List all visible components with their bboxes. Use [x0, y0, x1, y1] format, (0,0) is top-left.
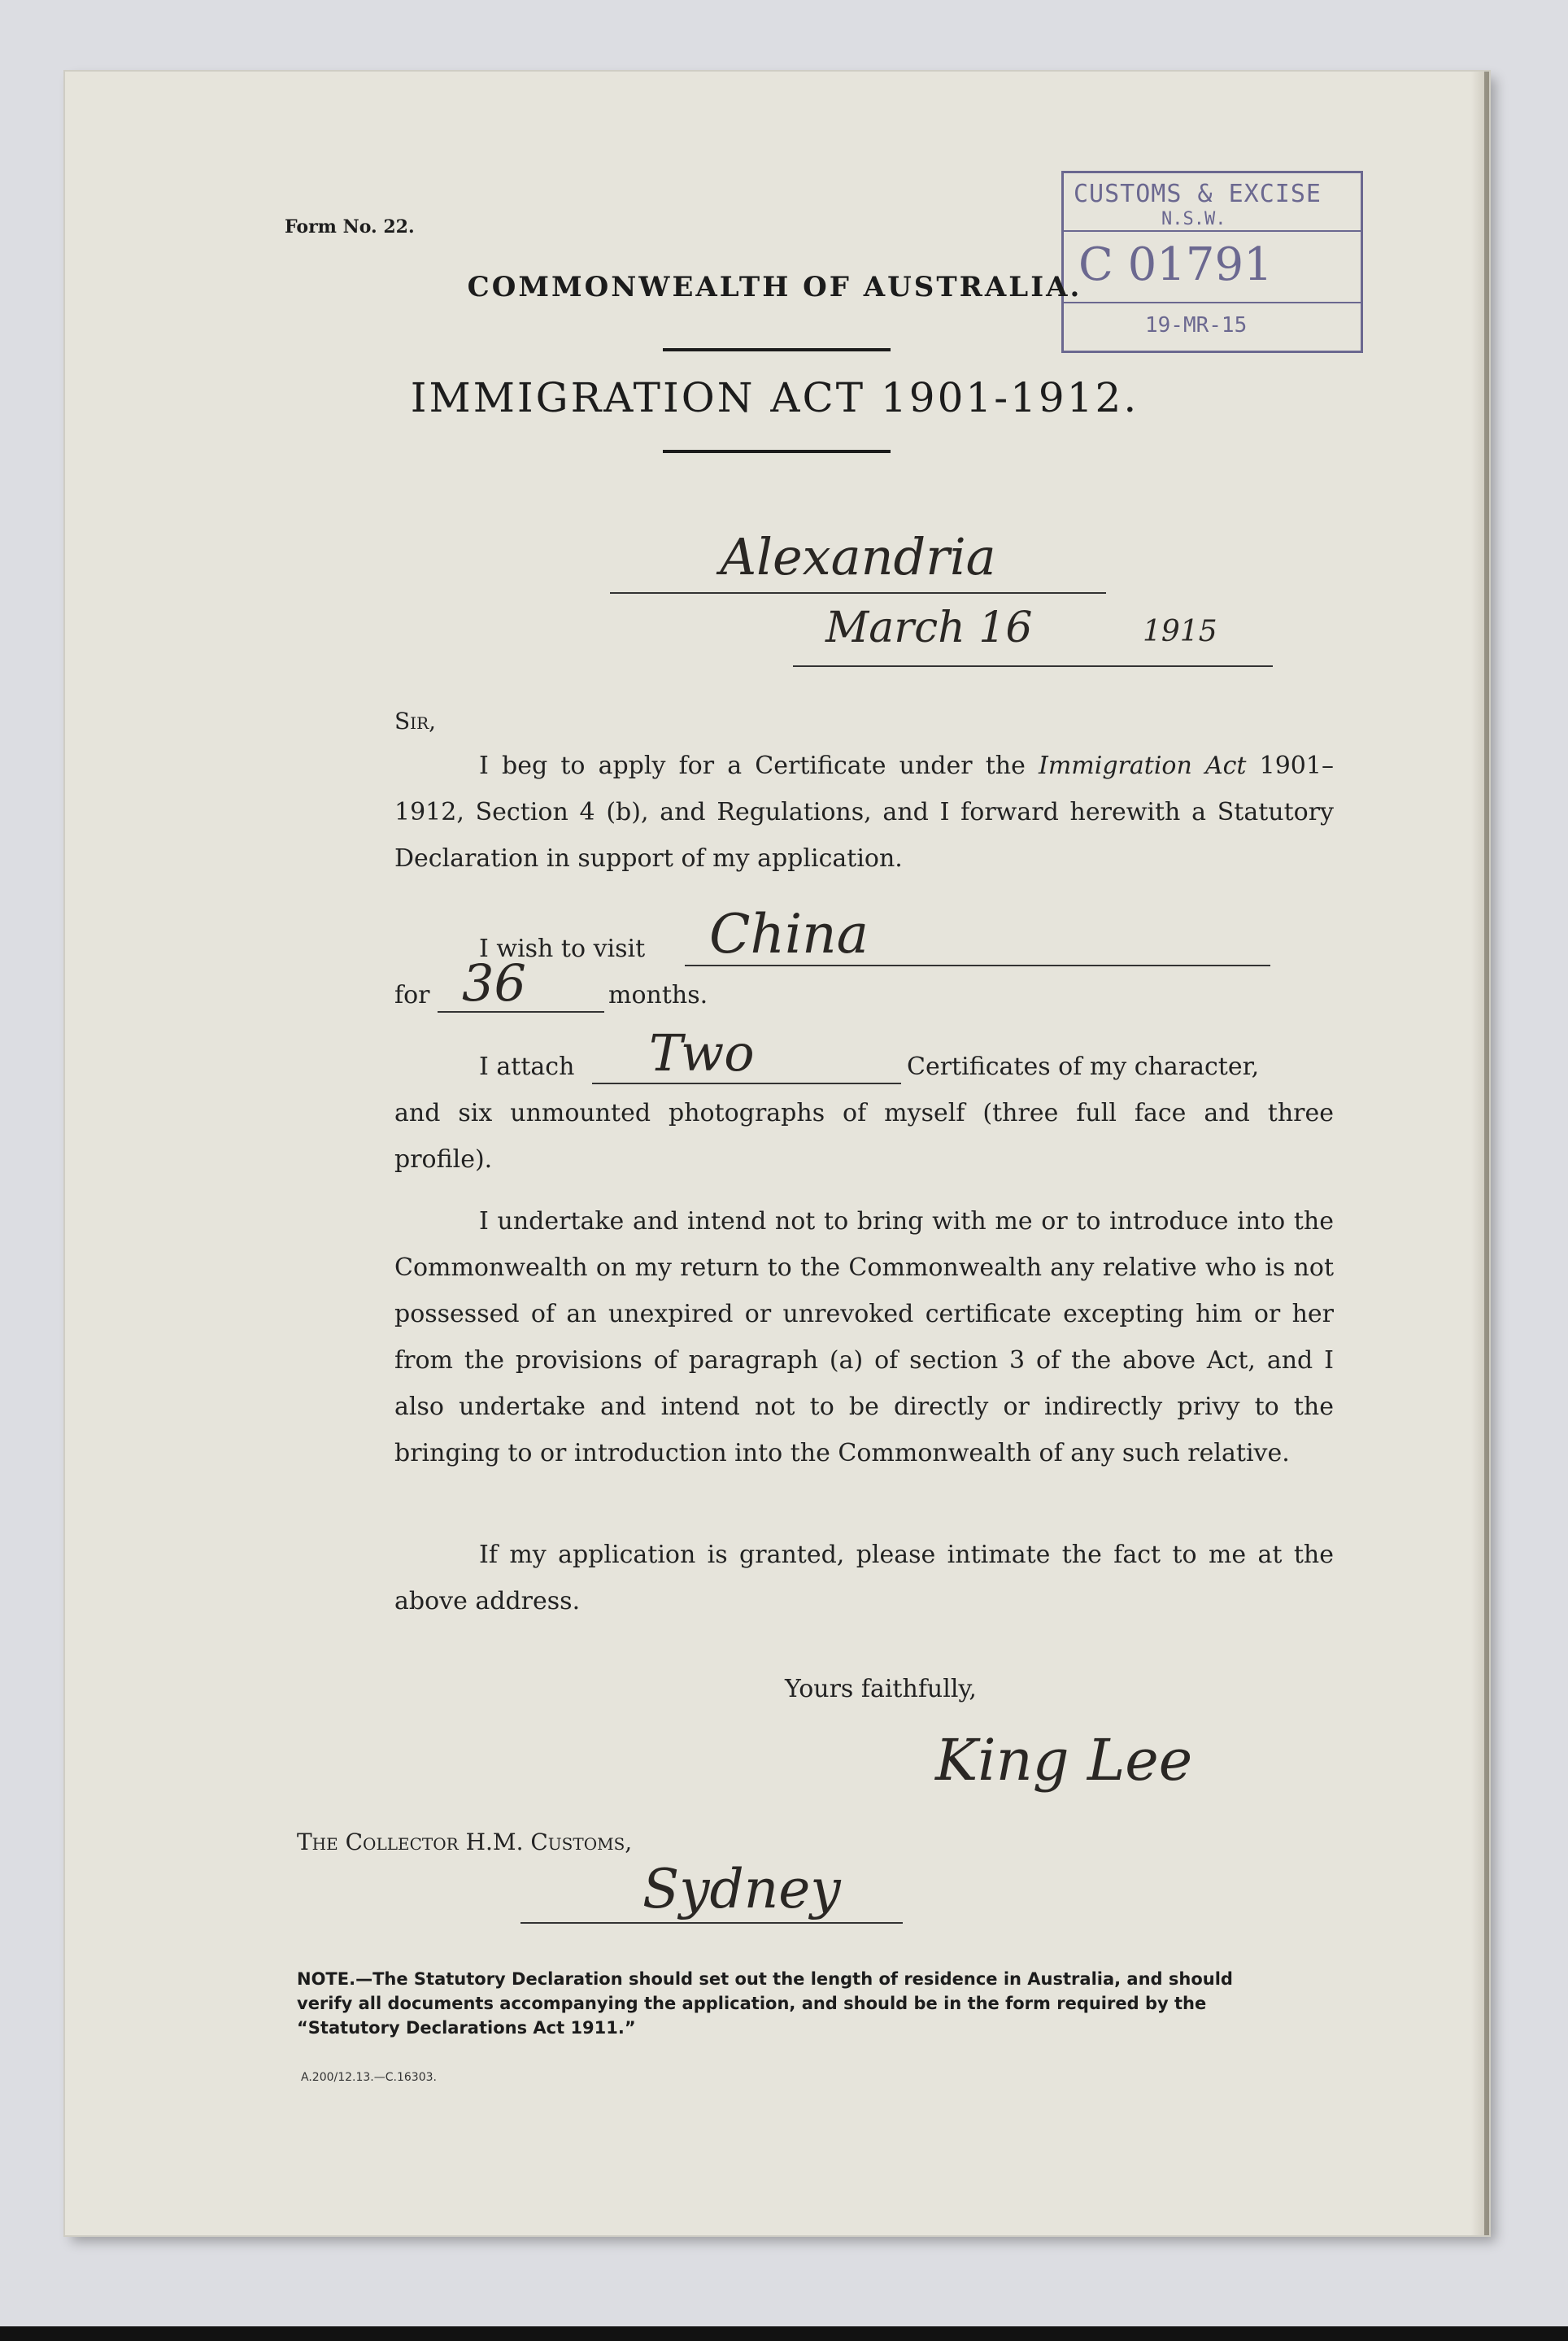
months-field	[438, 953, 604, 1013]
date-month-day: March 16	[825, 604, 1033, 652]
addressee: The Collector H.M. Customs,	[297, 1829, 633, 1855]
signature: King Lee	[935, 1727, 1193, 1794]
months-handwritten: 36	[462, 953, 526, 1013]
salutation: Sir,	[394, 708, 437, 735]
paragraph-apply: I beg to apply for a Certificate under the Immigration Act 1901–1912, Section 4 (b), and Regulations, and I forward herewith a Statutory Declaration in support of my application.	[394, 752, 1334, 873]
date-field	[793, 600, 1273, 667]
attach-label: I attach	[479, 1053, 575, 1081]
paragraph-granted: If my application is granted, please intimate the fact to me at the above address.	[394, 1541, 1334, 1615]
attach-label-after: Certificates of my character,	[907, 1053, 1260, 1081]
stamp-date: 19-MR-15	[1145, 313, 1248, 338]
print-code: A.200/12.13.—C.16303.	[301, 2071, 437, 2084]
note	[297, 1967, 1281, 2040]
visit-country: China	[709, 903, 869, 966]
addressee-city-field	[520, 1858, 903, 1924]
rule-top	[663, 348, 891, 351]
date-year: 1915	[1143, 615, 1217, 648]
attach-count: Two	[649, 1023, 755, 1083]
addressee-city: Sydney	[642, 1858, 841, 1920]
act-name-italic: Immigration Act	[1039, 752, 1247, 780]
paragraph-undertake: I undertake and intend not to bring with me or to introduce into the Commonwealth on my return to the Commonwealth any relative who is not possessed of an unexpired or unrevoked certificate excepting him or her from the provisions of paragraph (a) of section 3 of the above Act, and I also undertake and intend not to be directly or indirectly privy to the bringing to or introduction into the Commonwealth of any such relative.	[394, 1207, 1334, 1467]
stamp-number: C 01791	[1078, 238, 1273, 291]
rule-bottom	[663, 450, 891, 453]
form-number: Form No. 22.	[285, 216, 415, 238]
place-field	[610, 527, 1106, 594]
stamp-title: CUSTOMS & EXCISE	[1074, 180, 1322, 208]
for-label: for	[394, 981, 430, 1009]
visit-country-field	[685, 903, 1270, 966]
customs-stamp	[1061, 171, 1363, 353]
closing: Yours faithfully,	[785, 1675, 977, 1703]
act-title: IMMIGRATION ACT 1901-1912.	[410, 374, 1139, 421]
note-label: NOTE.—	[297, 1969, 373, 1989]
attach-rest: and six unmounted photographs of myself (three full face and three profile).	[394, 1099, 1334, 1174]
visit-label: I wish to visit	[479, 935, 646, 963]
heading-commonwealth: COMMONWEALTH OF AUSTRALIA.	[467, 271, 1082, 303]
bottom-band	[0, 2326, 1568, 2341]
attach-count-field	[592, 1023, 901, 1084]
stamp-state: N.S.W.	[1161, 209, 1226, 229]
place-handwritten: Alexandria	[720, 527, 996, 586]
months-label: months.	[608, 981, 708, 1009]
note-text: The Statutory Declaration should set out the length of residence in Australia, and should verify all documents accompanying the application, and should be in the form required by the “Statutory Declarations Act 1911.”	[297, 1969, 1233, 2038]
document-page	[65, 72, 1489, 2235]
